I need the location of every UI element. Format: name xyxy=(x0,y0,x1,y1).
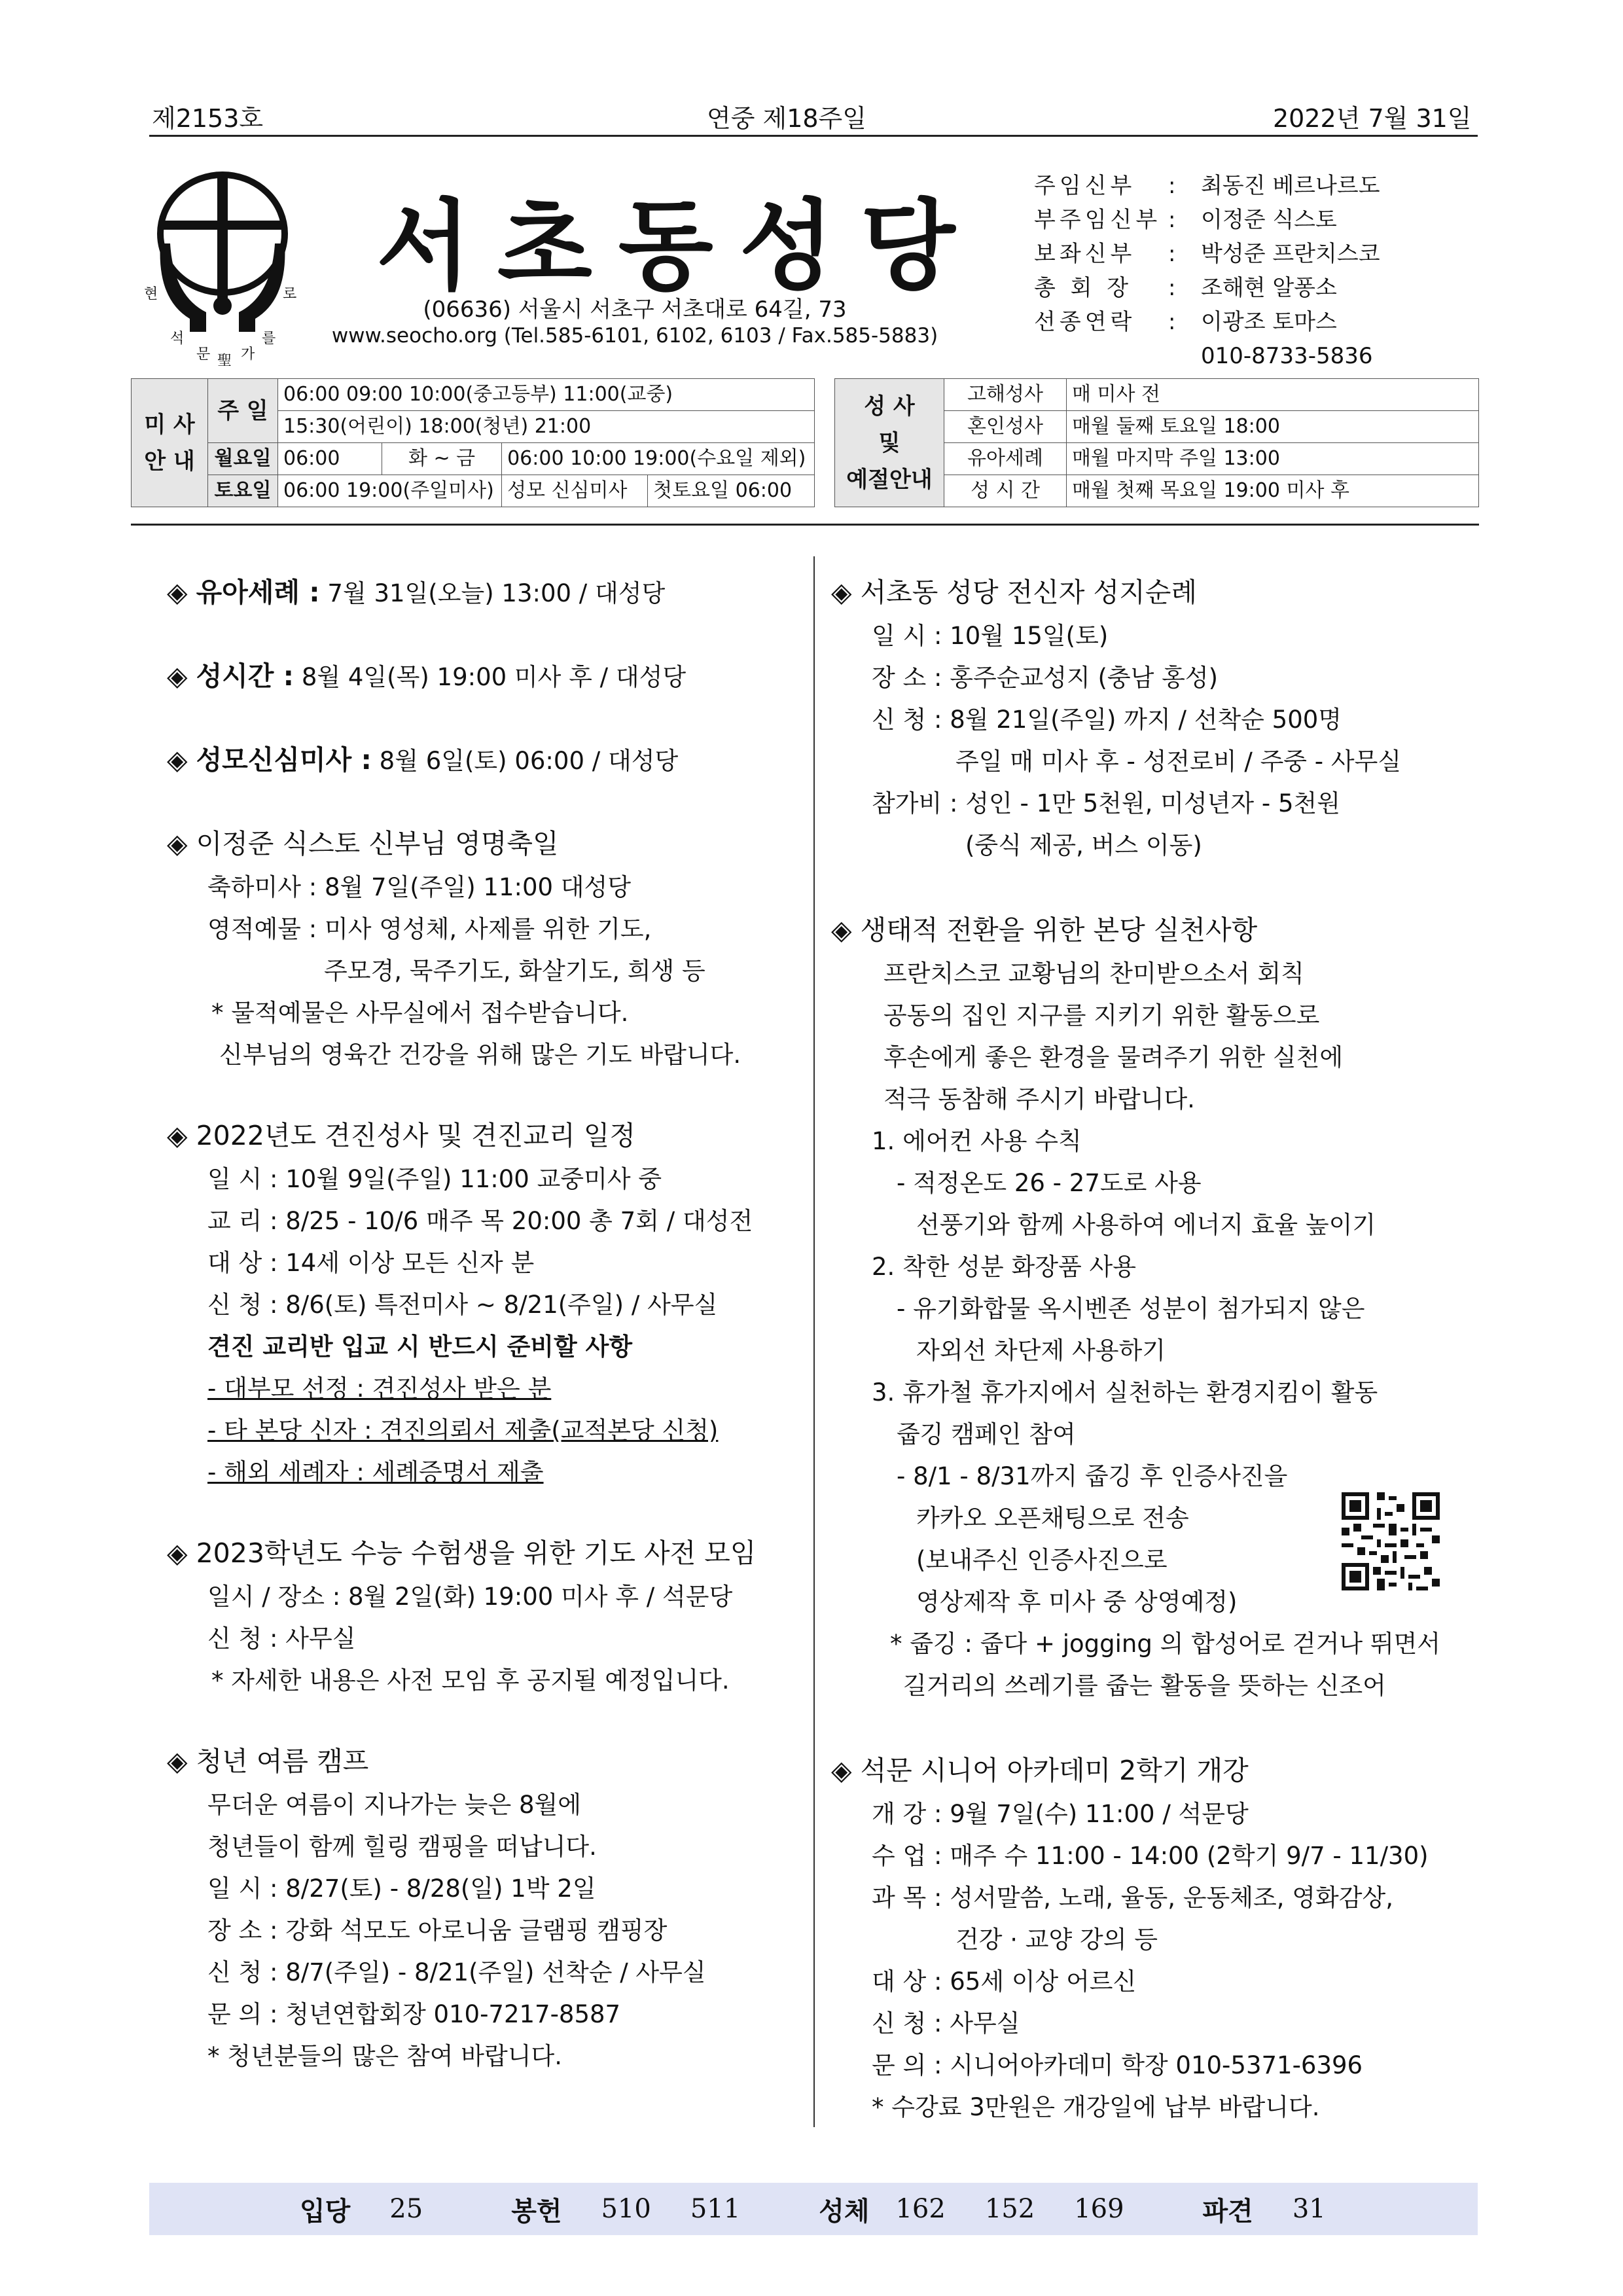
right-column xyxy=(831,569,1479,2165)
notice-feast-day: ◈ 이정준 식스토 신부님 영명축일 축하미사 : 8월 7일(주일) 11:00 대성당 영적예물 : 미사 영성체, 사제를 위한 기도, 주모경, 묵주기도, 화살기도, 희생 등 * 물적예물은 사무실에서 접수받습니다. 신부님의 영육간 건강을 위해 많은 기도 바랍니다. xyxy=(167,828,741,1069)
issue-number: 제2153호 xyxy=(152,104,264,133)
notice-pilgrimage: ◈ 서초동 성당 전신자 성지순례 일 시 : 10월 15일(토) 장 소 : 홍주순교성지 (충남 홍성) 신 청 : 8월 21일(주일) 까지 / 선착순 500명 주일 매 미사 후 - 성전로비 / 주중 - 사무실 참가비 : 성인 - 1만 5천원, 미성년자 - 5천원 (중식 제공, 버스 이동) xyxy=(831,577,1402,859)
parish-name: 서초동성당 xyxy=(376,190,982,304)
issue-date: 2022년 7월 31일 xyxy=(1273,104,1472,133)
sacrament-name: 성 시 간 xyxy=(944,475,1067,507)
notice-marian-mass: ◈ 성모신심미사 : 8월 6일(토) 06:00 / 대성당 xyxy=(167,744,679,776)
saturday-time: 06:00 19:00(주일미사) xyxy=(278,475,502,507)
monday-label: 월요일 xyxy=(208,443,278,475)
stats-footer xyxy=(149,2183,1478,2235)
contact: www.seocho.org (Tel.585-6101, 6102, 6103 / Fax.585-5883) xyxy=(331,324,938,348)
clergy-row: 010-8733-5836 xyxy=(1201,343,1373,369)
logo-letter: 聖 xyxy=(217,353,232,369)
notice-senior-academy: ◈ 석문 시니어 아카데미 2학기 개강 개 강 : 9월 7일(수) 11:00 / 석문당 수 업 : 매주 수 11:00 - 14:00 (2학기 9/7 - 11/30) 과 목 : 성서말씀, 노래, 율동, 운동체조, 영화감상, 건강 · 교양 강의 등 대 상 : 65세 이상 어르신 신 청 : 사무실 문 의 : 시니어아카데미 학장 010-5371-6396 * 수강료 3만원은 개강일에 납부 바랍니다. xyxy=(831,1755,1429,2121)
sacrament-label: 성 사 및 예절안내 xyxy=(835,379,944,507)
weekday-time: 06:00 10:00 19:00(수요일 제외) xyxy=(502,443,815,475)
clergy-list xyxy=(1034,169,1380,373)
column-divider xyxy=(813,556,815,2127)
attendance-label: 입당 xyxy=(300,2195,351,2227)
dispatch-label: 파견 xyxy=(1202,2195,1253,2227)
saturday-label: 토요일 xyxy=(208,475,278,507)
sacrament-name: 고해성사 xyxy=(944,379,1067,411)
qr-code-icon[interactable] xyxy=(1342,1492,1440,1590)
clergy-row: 선종연락 : 이광조 토마스 xyxy=(1034,309,1337,335)
communion-label: 성체 xyxy=(819,2195,870,2227)
sacrament-time: 매월 마지막 주일 13:00 xyxy=(1067,443,1479,475)
notice-confirmation: ◈ 2022년도 견진성사 및 견진교리 일정 일 시 : 10월 9일(주일) 11:00 교중미사 중 교 리 : 8/25 - 10/6 매주 목 20:00 총 7회 / 대성전 대 상 : 14세 이상 모든 신자 분 신 청 : 8/6(토) 특전미사 ~ 8/21(주일) / 사무실 견진 교리반 입교 시 반드시 준비할 사항 - 대부모 선정 : 견진성사 받은 분 - 타 본당 신자 : 견진의뢰서 제출(교적본당 신청) - 해외 세례자 : 세례증명서 제출 xyxy=(167,1120,753,1486)
clergy-row: 부주임신부 : 이정준 식스토 xyxy=(1034,207,1337,233)
liturgical-day: 연중 제18주일 xyxy=(707,104,866,133)
logo-letter: 로 xyxy=(283,286,297,302)
top-rule xyxy=(149,135,1478,137)
sunday-label: 주 일 xyxy=(208,379,278,443)
dispatch-value: 31 xyxy=(1292,2194,1326,2224)
offering-value: 510 xyxy=(601,2194,651,2224)
sunday-times-2: 15:30(어린이) 18:00(청년) 21:00 xyxy=(278,411,815,443)
clergy-row: 총 회 장 : 조해현 알퐁소 xyxy=(1034,275,1337,301)
clergy-row: 주임신부 : 최동진 베르나르도 xyxy=(1034,173,1380,199)
sacrament-name: 혼인성사 xyxy=(944,411,1067,443)
header-rule xyxy=(131,524,1479,526)
communion-value: 152 xyxy=(984,2194,1035,2224)
notice-youth-camp: ◈ 청년 여름 캠프 무더운 여름이 지나가는 늦은 8월에 청년들이 함께 힐링 캠핑을 떠납니다. 일 시 : 8/27(토) - 8/28(일) 1박 2일 장 소 : 강화 석모도 아로니움 글램핑 캠핑장 신 청 : 8/7(주일) - 8/21(주일) 선착순 / 사무실 문 의 : 청년연합회장 010-7217-8587 * 청년분들의 많은 참여 바랍니다. xyxy=(167,1746,706,2070)
attendance-value: 25 xyxy=(389,2194,423,2224)
logo-letter: 를 xyxy=(262,331,276,347)
logo-letter: 현 xyxy=(144,286,158,302)
sacrament-time: 매월 첫째 목요일 19:00 미사 후 xyxy=(1067,475,1479,507)
offering-value: 511 xyxy=(690,2194,741,2224)
mass-schedule-table xyxy=(131,378,815,507)
clergy-row: 보좌신부 : 박성준 프란치스코 xyxy=(1034,241,1380,267)
sunday-times-1: 06:00 09:00 10:00(중고등부) 11:00(교중) xyxy=(278,379,815,411)
address: (06636) 서울시 서초구 서초대로 64길, 73 xyxy=(423,296,847,323)
mass-label: 미 사 안 내 xyxy=(132,379,208,507)
offering-label: 봉헌 xyxy=(511,2195,562,2227)
sacrament-table xyxy=(834,378,1479,507)
logo-letter: 가 xyxy=(241,346,255,363)
sacrament-time: 매 미사 전 xyxy=(1067,379,1479,411)
communion-value: 162 xyxy=(895,2194,946,2224)
parish-logo-icon xyxy=(144,171,301,368)
communion-value: 169 xyxy=(1074,2194,1124,2224)
sacrament-name: 유아세례 xyxy=(944,443,1067,475)
notice-holy-hour: ◈ 성시간 : 8월 4일(목) 19:00 미사 후 / 대성당 xyxy=(167,660,687,692)
logo-letter: 문 xyxy=(196,346,211,363)
heart-mass-label: 성모 신심미사 xyxy=(502,475,648,507)
weekday-label: 화 ~ 금 xyxy=(382,443,501,475)
monday-time: 06:00 xyxy=(278,443,382,475)
first-saturday-time: 첫토요일 06:00 xyxy=(648,475,815,507)
sacrament-time: 매월 둘째 토요일 18:00 xyxy=(1067,411,1479,443)
notice-exam-prayer: ◈ 2023학년도 수능 수험생을 위한 기도 사전 모임 일시 / 장소 : 8월 2일(화) 19:00 미사 후 / 석문당 신 청 : 사무실 * 자세한 내용은 사전 모임 후 공지될 예정입니다. xyxy=(167,1537,757,1695)
left-column xyxy=(167,569,805,2114)
notice-ecology: ◈ 생태적 전환을 위한 본당 실천사항 프란치스코 교황님의 찬미받으소서 회칙 공동의 집인 지구를 지키기 위한 활동으로 후손에게 좋은 환경을 물려주기 위한 실천에 적극 동참해 주시기 바랍니다. 1. 에어컨 사용 수칙 - 적정온도 26 - 27도로 사용 선풍기와 함께 사용하여 에너지 효율 높이기 2. 착한 성분 화장품 사용 - 유기화합물 옥시벤존 성분이 첨가되지 않은 자외선 차단제 사용하기 3. 휴가철 휴가지에서 실천하는 환경지킴이 활동 줍깅 캠페인 참여 - 8/1 - 8/31까지 줍깅 후 인증사진을 카카오 오픈채팅으로 전송 (보내주신 인증사진으로 영상제작 후 미사 중 상영예정) * 줍깅 : 줍다 + jogging 의 합성어로 걷거나 뛰면서 길거리의 쓰레기를 줍는 활동을 뜻하는 신조어 xyxy=(831,914,1441,1700)
notice-infant-baptism: ◈ 유아세례 : 7월 31일(오늘) 13:00 / 대성당 xyxy=(167,577,666,608)
logo-letter: 석 xyxy=(170,331,185,347)
